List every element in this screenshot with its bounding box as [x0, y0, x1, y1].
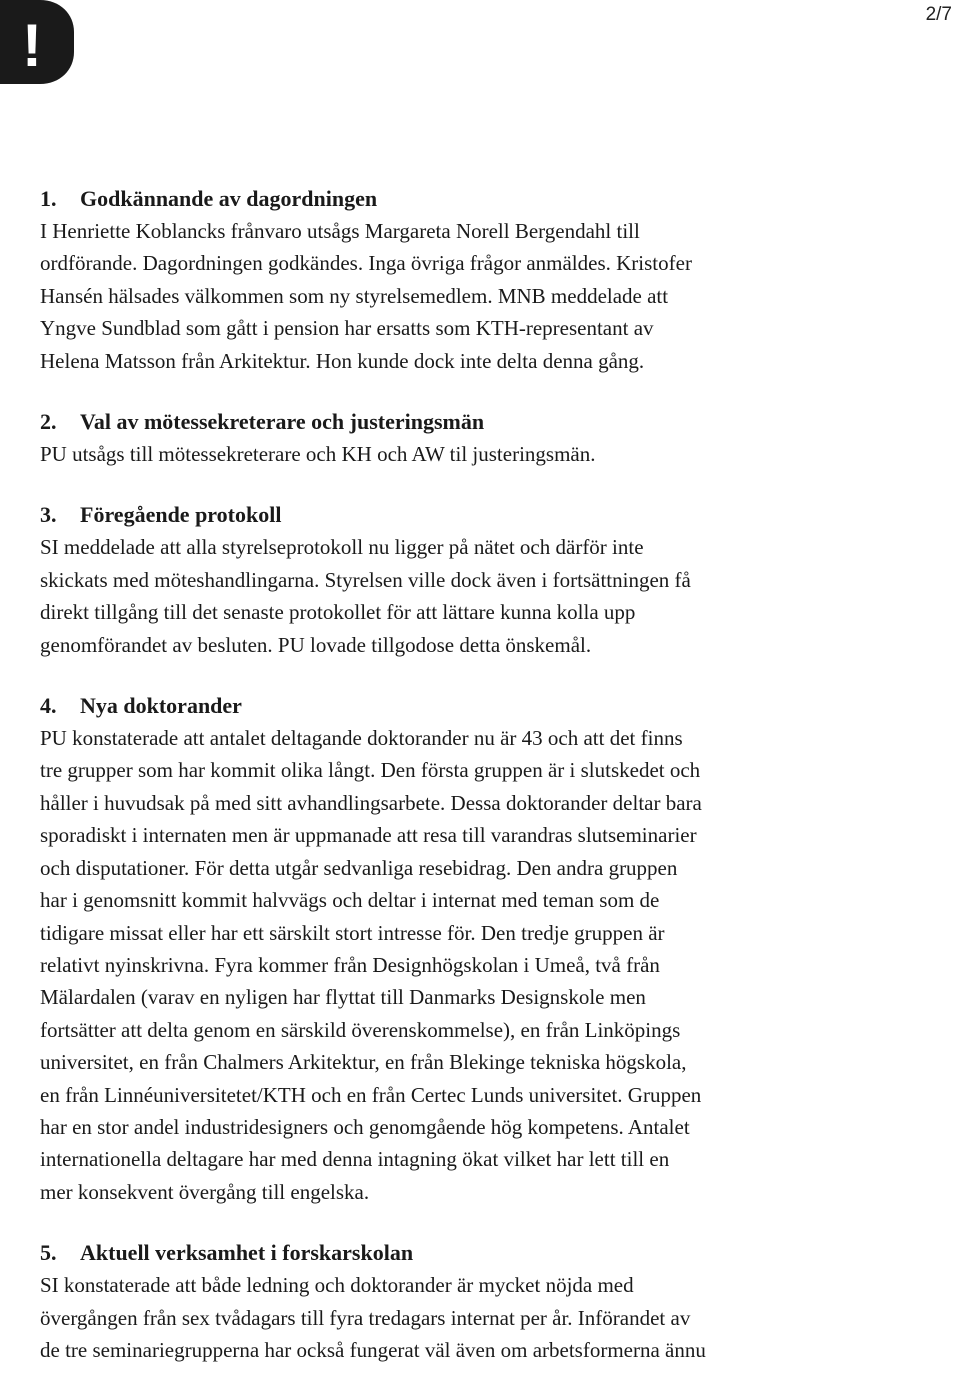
paragraph-line: Hansén hälsades välkommen som ny styrelsemedlem. MNB meddelade att [40, 283, 669, 308]
paragraph-line: skickats med möteshandlingarna. Styrelsen ville dock även i fortsättningen få [40, 567, 691, 592]
section-number: 3. [40, 502, 57, 528]
paragraph-line: tidigare missat eller har ett särskilt stort intresse för. Den tredje gruppen är [40, 920, 665, 945]
section-heading [40, 499, 940, 531]
section-heading [40, 1237, 940, 1269]
section-number: 5. [40, 1240, 57, 1266]
paragraph-line: SI konstaterade att både ledning och doktorander är mycket nöjda med [40, 1273, 634, 1298]
page-number: 2/7 [925, 4, 952, 25]
paragraph-line: direkt tillgång till det senaste protokollet för att lättare kunna kolla upp [40, 600, 636, 625]
section-heading [40, 406, 940, 438]
section-title: Föregående protokoll [80, 502, 282, 528]
section [40, 1237, 940, 1366]
paragraph-line: har en stor andel industridesigners och genomgående hög kompetens. Antalet [40, 1114, 690, 1139]
paragraph-line: och disputationer. För detta utgår sedvanliga resebidrag. Den andra gruppen [40, 855, 678, 880]
paragraph-line: övergången från sex tvådagars till fyra tredagars internat per år. Införandet av [40, 1305, 691, 1330]
section-heading [40, 183, 940, 215]
section [40, 183, 940, 377]
paragraph-line: PU utsågs till mötessekreterare och KH och AW til justeringsmän. [40, 442, 596, 467]
section-title: Godkännande av dagordningen [80, 186, 378, 211]
paragraph-line: Helena Matsson från Arkitektur. Hon kunde dock inte delta denna gång. [40, 348, 645, 373]
logo-glyph: ! [22, 12, 42, 79]
paragraph-line: Mälardalen (varav en nyligen har flyttat till Danmarks Designskole men [40, 985, 646, 1010]
section-number: 4. [40, 693, 57, 719]
section-title: Nya doktorander [80, 693, 242, 719]
section-title: Aktuell verksamhet i forskarskolan [80, 1240, 414, 1266]
paragraph-line: fortsätter att delta genom en särskild överenskommelse), en från Linköpings [40, 1017, 681, 1042]
document-body [40, 183, 940, 1366]
paragraph-line: I Henriette Koblancks frånvaro utsågs Margareta Norell Bergendahl till [40, 219, 640, 243]
section-number: 1. [40, 186, 57, 211]
paragraph-line: har i genomsnitt kommit halvvägs och deltar i internat med teman som de [40, 888, 660, 913]
paragraph-line: tre grupper som har kommit olika långt. Den första gruppen är i slutskedet och [40, 758, 701, 783]
paragraph-line: ordförande. Dagordningen godkändes. Inga övriga frågor anmäldes. Kristofer [40, 251, 692, 276]
paragraph-line: SI meddelade att alla styrelseprotokoll nu ligger på nätet och därför inte [40, 535, 644, 560]
section-number: 2. [40, 409, 57, 435]
section-title: Val av mötessekreterare och justeringsmän [80, 409, 485, 435]
paragraph-line: sporadiskt i internaten men är uppmanade att resa till varandras slutseminarier [40, 823, 697, 848]
paragraph-line: mer konsekvent övergång till engelska. [40, 1179, 370, 1204]
paragraph-line: en från Linnéuniversitetet/KTH och en från Certec Lunds universitet. Gruppen [40, 1082, 702, 1107]
paragraph-line: håller i huvudsak på med sitt avhandlingsarbete. Dessa doktorander deltar bara [40, 790, 702, 815]
paragraph-line: universitet, en från Chalmers Arkitektur, en från Blekinge tekniska högskola, [40, 1050, 687, 1075]
section-heading [40, 690, 940, 722]
paragraph-line: Yngve Sundblad som gått i pension har ersatts som KTH-representant av [40, 316, 654, 341]
section [40, 406, 940, 470]
paragraph-line: internationella deltagare har med denna intagning ökat vilket har lett till en [40, 1147, 670, 1172]
paragraph-line: PU konstaterade att antalet deltagande doktorander nu är 43 och att det finns [40, 726, 683, 751]
paragraph-line: de tre seminariegrupperna har också fungerat väl även om arbetsformerna ännu [40, 1337, 706, 1362]
paragraph-line: genomförandet av besluten. PU lovade tillgodose detta önskemål. [40, 632, 592, 657]
paragraph-line: relativt nyinskrivna. Fyra kommer från Designhögskolan i Umeå, två från [40, 952, 660, 977]
section [40, 499, 940, 661]
section [40, 690, 940, 1208]
logo [0, 0, 74, 84]
